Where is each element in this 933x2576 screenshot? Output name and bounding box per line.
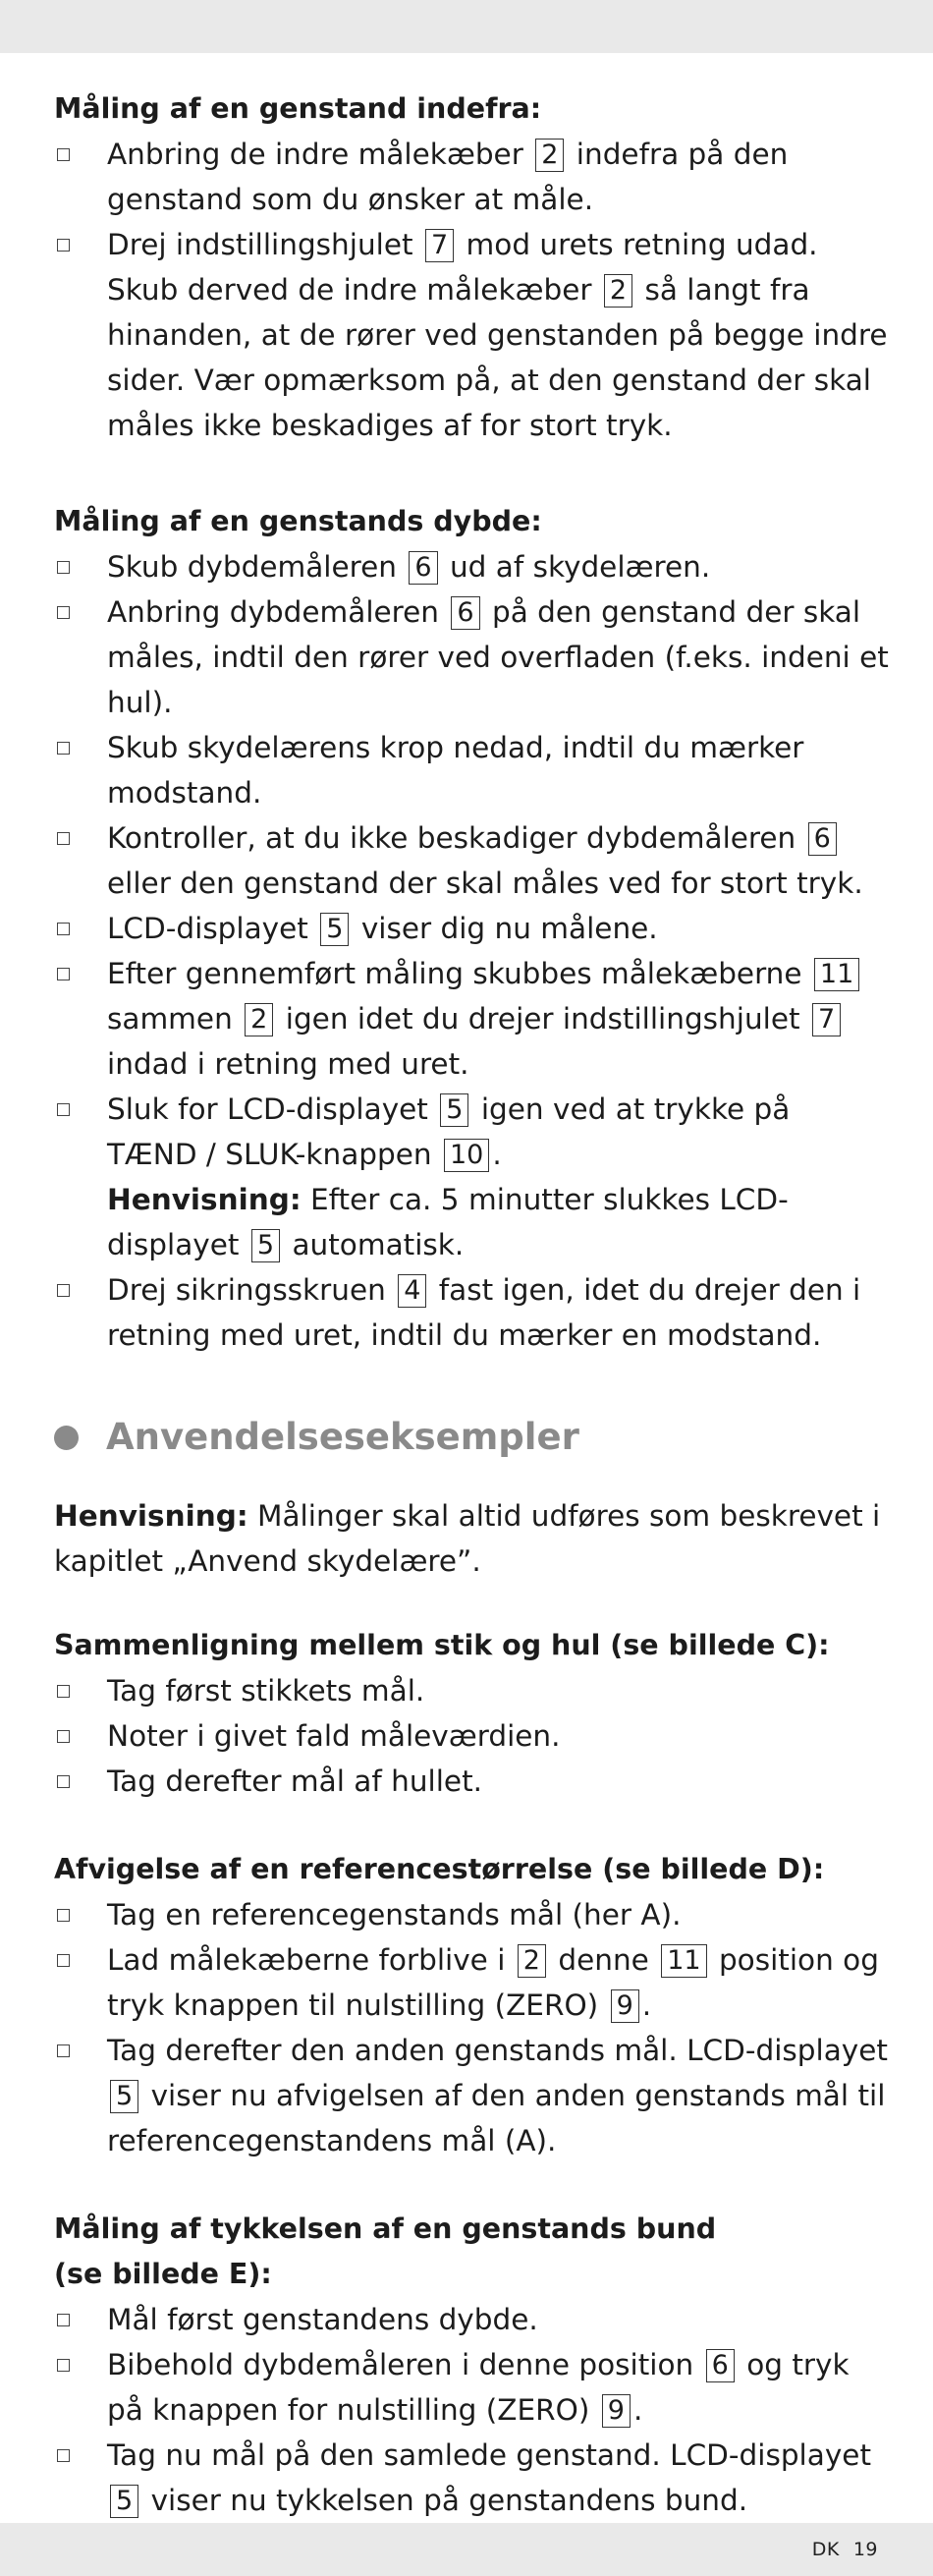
checkbox-square-icon [57, 1909, 70, 1922]
language-code: DK [811, 2539, 840, 2560]
heading-bottom-thickness-sub: (se billede E): [54, 2258, 272, 2290]
list-item: Sluk for LCD-displayet 5 igen ved at trykke på TÆND / SLUK-knappen 10 . Henvisning: Efter ca. 5 minutter slukkes LCD-displayet 5 automatisk. [54, 1087, 889, 1267]
list-item: Drej sikringsskruen 4 fast igen, idet du drejer den i retning med uret, indtil du mærker en modstand. [54, 1267, 889, 1358]
part-number: 5 [440, 1093, 468, 1127]
list-item: LCD-displayet 5 viser dig nu målene. [54, 906, 889, 951]
checkbox-square-icon [57, 2044, 70, 2057]
heading-inner-measurement: Måling af en genstand indefra: [54, 92, 542, 125]
part-number: 2 [245, 1003, 273, 1036]
part-number: 9 [602, 2394, 631, 2428]
list-item: Noter i givet fald måleværdien. [54, 1713, 889, 1759]
section-bottom-thickness [54, 2207, 889, 2523]
section-header [54, 1411, 889, 1464]
section-note [54, 1493, 889, 1584]
list-item: Tag nu mål på den samlede genstand. LCD-displayet 5 viser nu tykkelsen på genstandens bund. [54, 2433, 889, 2523]
checkbox-square-icon [57, 1730, 70, 1743]
list-item: Skub dybdemåleren 6 ud af skydelæren. [54, 544, 889, 589]
part-number: 10 [444, 1139, 489, 1172]
list-item: Mål først genstandens dybde. [54, 2297, 889, 2342]
list-item: Skub skydelærens krop nedad, indtil du mærker modstand. [54, 725, 889, 815]
part-number: 5 [251, 1229, 280, 1262]
heading-bottom-thickness: Måling af tykkelsen af en genstands bund [54, 2212, 717, 2245]
list-item: Tag en referencegenstands mål (her A). [54, 1892, 889, 1937]
part-number: 7 [812, 1003, 841, 1036]
step-list [54, 1892, 889, 2163]
note-paragraph: Henvisning: Målinger skal altid udføres som beskrevet i kapitlet „Anvend skydelære”. [54, 1499, 881, 1578]
step-list [54, 132, 889, 448]
checkbox-square-icon [57, 1103, 70, 1116]
list-item: Bibehold dybdemåleren i denne position 6 og tryk på knappen for nulstilling (ZERO) 9 . [54, 2342, 889, 2433]
checkbox-square-icon [57, 832, 70, 845]
list-item: Drej indstillingshjulet 7 mod urets retning udad. Skub derved de indre målekæber 2 så langt fra hinanden, at de rører ved genstanden på begge indre sider. Vær opmærksom på, at den genstand der skal måles ikke beskadiges af for stort tryk. [54, 222, 889, 448]
step-list [54, 1668, 889, 1804]
part-number: 9 [611, 1989, 639, 2023]
page-num: 19 [852, 2539, 878, 2560]
part-number: 11 [814, 958, 859, 991]
section-inner-measurement [54, 86, 889, 448]
section-plug-hole [54, 1623, 889, 1804]
part-number: 5 [110, 2080, 138, 2113]
list-item: Anbring de indre målekæber 2 indefra på den genstand som du ønsker at måle. [54, 132, 889, 222]
heading-reference-deviation: Afvigelse af en referencestørrelse (se billede D): [54, 1853, 825, 1885]
checkbox-square-icon [57, 2449, 70, 2462]
part-number: 2 [535, 139, 564, 172]
part-number: 5 [110, 2485, 138, 2518]
list-item: Tag derefter mål af hullet. [54, 1759, 889, 1804]
checkbox-square-icon [57, 239, 70, 252]
checkbox-square-icon [57, 2314, 70, 2326]
part-number: 5 [320, 913, 349, 946]
checkbox-square-icon [57, 1954, 70, 1967]
part-number: 6 [409, 551, 437, 585]
checkbox-square-icon [57, 1685, 70, 1698]
checkbox-square-icon [57, 968, 70, 980]
part-number: 6 [808, 822, 837, 856]
list-item: Kontroller, at du ikke beskadiger dybdemåleren 6 eller den genstand der skal måles ved for stort tryk. [54, 815, 889, 906]
list-item: Tag først stikkets mål. [54, 1668, 889, 1713]
list-item: Anbring dybdemåleren 6 på den genstand der skal måles, indtil den rører ved overfladen (f.eks. indeni et hul). [54, 589, 889, 725]
heading-plug-hole: Sammenligning mellem stik og hul (se billede C): [54, 1629, 830, 1661]
part-number: 6 [706, 2349, 735, 2382]
checkbox-square-icon [57, 561, 70, 574]
section-depth-measurement [54, 499, 889, 1358]
step-list [54, 2297, 889, 2523]
part-number: 6 [451, 596, 479, 630]
checkbox-square-icon [57, 606, 70, 619]
list-item: Tag derefter den anden genstands mål. LCD-displayet 5 viser nu afvigelsen af den anden genstands mål til referencegenstandens mål (A). [54, 2028, 889, 2163]
part-number: 11 [661, 1944, 706, 1978]
part-number: 7 [425, 229, 454, 262]
part-number: 2 [604, 274, 632, 308]
section-reference-deviation [54, 1847, 889, 2163]
checkbox-square-icon [57, 742, 70, 755]
list-item: Lad målekæberne forblive i 2 denne 11 position og tryk knappen til nulstilling (ZERO) 9 . [54, 1937, 889, 2028]
part-number: 2 [518, 1944, 546, 1978]
note: Henvisning: Efter ca. 5 minutter slukkes LCD-displayet 5 automatisk. [107, 1183, 789, 1261]
section-title: Anvendelseseksempler [106, 1416, 579, 1458]
checkbox-square-icon [57, 1284, 70, 1297]
bullet-dot-icon [54, 1426, 79, 1450]
step-list [54, 544, 889, 1358]
page-number [812, 2539, 878, 2560]
checkbox-square-icon [57, 2359, 70, 2372]
checkbox-square-icon [57, 1775, 70, 1788]
checkbox-square-icon [57, 923, 70, 935]
page-content [54, 86, 889, 2574]
list-item: Efter gennemført måling skubbes målekæberne 11 sammen 2 igen idet du drejer indstillingshjulet 7 indad i retning med uret. [54, 951, 889, 1087]
top-bar [0, 0, 933, 53]
checkbox-square-icon [57, 148, 70, 161]
footer-bar [0, 2523, 933, 2576]
heading-depth-measurement: Måling af en genstands dybde: [54, 505, 542, 537]
part-number: 4 [398, 1274, 426, 1308]
